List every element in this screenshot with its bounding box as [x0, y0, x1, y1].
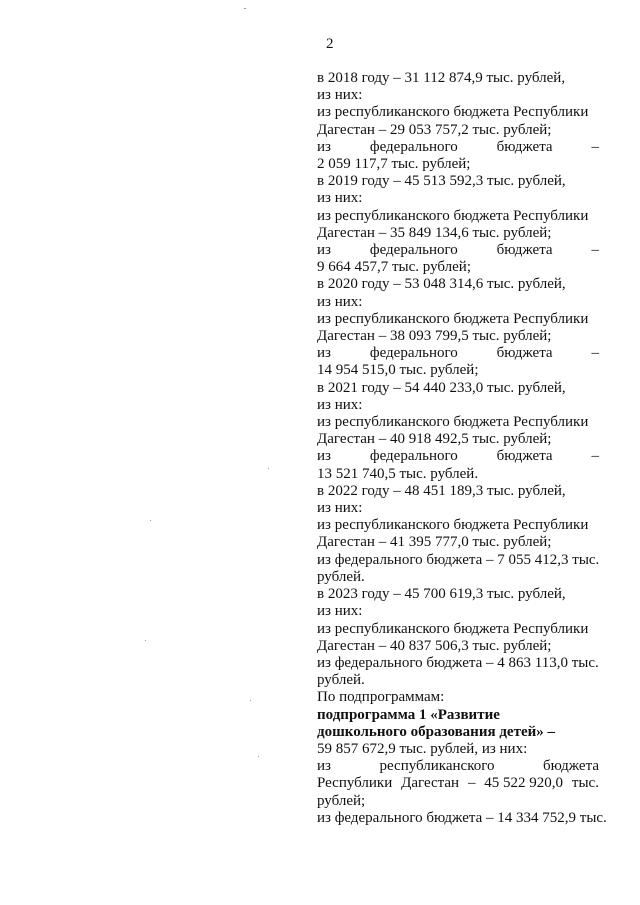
word: федерального [369, 448, 458, 465]
federal-budget-line [317, 242, 599, 259]
subprogram-1-total: 59 857 672,9 тыс. рублей, из них: [317, 740, 528, 757]
dash: – [591, 138, 599, 155]
year-2018-total: в 2018 году – 31 112 874,9 тыс. рублей, [317, 70, 566, 86]
year-2022-total: в 2022 году – 48 451 189,3 тыс. рублей, [317, 482, 566, 499]
word: Республики [317, 775, 393, 792]
republican-budget-amount: Дагестан – 40 918 492,5 тыс. рублей; [317, 431, 552, 448]
subprograms-heading: По подпрограммам: [317, 689, 445, 706]
of-which-label: из них: [317, 190, 363, 207]
subprogram-1-title: подпрограмма 1 «Развитие [317, 706, 500, 723]
federal-budget-line [317, 448, 599, 465]
republican-budget-amount: Дагестан – 29 053 757,2 тыс. рублей; [317, 121, 552, 138]
word: бюджета [496, 345, 553, 362]
word: из [317, 242, 331, 259]
of-which-label: из них: [317, 500, 363, 517]
republican-budget-line: из республиканского бюджета Республики [317, 207, 589, 224]
word: из [317, 138, 331, 155]
year-2023-total: в 2023 году – 45 700 619,3 тыс. рублей, [317, 586, 566, 603]
scan-speck [244, 8, 246, 9]
page-number: 2 [326, 36, 334, 52]
word: из [317, 345, 331, 362]
of-which-label: из них: [317, 293, 363, 310]
federal-budget-amount: 14 954 515,0 тыс. рублей; [317, 362, 479, 379]
dash: – [591, 242, 599, 259]
scan-speck [250, 700, 251, 701]
of-which-label: из них: [317, 87, 363, 104]
word: из [317, 758, 331, 775]
word: из [317, 448, 331, 465]
year-2019-total: в 2019 году – 45 513 592,3 тыс. рублей, [317, 173, 566, 190]
subprogram-1-title-cont: дошкольного образования детей» – [317, 723, 556, 740]
dash: – [591, 448, 599, 465]
word: тыс. [571, 775, 599, 792]
scan-speck [258, 756, 259, 757]
dash: – [467, 775, 476, 792]
subprogram-1-republican-amount [317, 775, 599, 792]
subprogram-1-republican-line [317, 758, 599, 775]
word: бюджета [496, 138, 553, 155]
federal-budget-amount: 13 521 740,5 тыс. рублей. [317, 465, 479, 482]
word: бюджета [543, 758, 599, 775]
federal-budget-line: из федерального бюджета – 7 055 412,3 тыс. [317, 551, 600, 568]
republican-budget-line: из республиканского бюджета Республики [317, 517, 589, 534]
republican-budget-line: из республиканского бюджета Республики [317, 620, 589, 637]
word: федерального [369, 242, 458, 259]
scan-speck [150, 520, 151, 521]
year-2021-total: в 2021 году – 54 440 233,0 тыс. рублей, [317, 379, 566, 396]
federal-budget-amount: 2 059 117,7 тыс. рублей; [317, 156, 471, 173]
federal-budget-line [317, 139, 599, 156]
word: республиканского [379, 758, 495, 775]
dash: – [591, 345, 599, 362]
republican-budget-line: из республиканского бюджета Республики [317, 310, 589, 327]
of-which-label: из них: [317, 603, 363, 620]
word: федерального [369, 345, 458, 362]
scan-speck [145, 640, 146, 641]
republican-budget-amount: Дагестан – 41 395 777,0 тыс. рублей; [317, 534, 552, 551]
federal-budget-line: из федерального бюджета – 4 863 113,0 тыс. [317, 654, 599, 671]
republican-budget-amount: Дагестан – 35 849 134,6 тыс. рублей; [317, 224, 552, 241]
word: бюджета [496, 448, 553, 465]
republican-budget-amount: Дагестан – 38 093 799,5 тыс. рублей; [317, 328, 552, 345]
federal-budget-amount: 9 664 457,7 тыс. рублей; [317, 259, 471, 276]
federal-budget-line [317, 345, 599, 362]
federal-budget-amount: рублей. [317, 568, 365, 585]
subprogram-1-federal-line: из федерального бюджета – 14 334 752,9 тыс. [317, 809, 607, 826]
scan-speck [268, 468, 269, 469]
of-which-label: из них: [317, 396, 363, 413]
republican-budget-amount: Дагестан – 40 837 506,3 тыс. рублей; [317, 637, 552, 654]
word: 45 522 920,0 [484, 775, 564, 792]
word: бюджета [496, 242, 553, 259]
republican-budget-line: из республиканского бюджета Республики [317, 104, 589, 121]
document-body [317, 70, 607, 827]
subprogram-1-republican-unit: рублей; [317, 792, 366, 809]
word: Дагестан [401, 775, 460, 792]
word: федерального [369, 138, 458, 155]
republican-budget-line: из республиканского бюджета Республики [317, 414, 589, 431]
year-2020-total: в 2020 году – 53 048 314,6 тыс. рублей, [317, 276, 566, 293]
federal-budget-amount: рублей. [317, 672, 365, 689]
